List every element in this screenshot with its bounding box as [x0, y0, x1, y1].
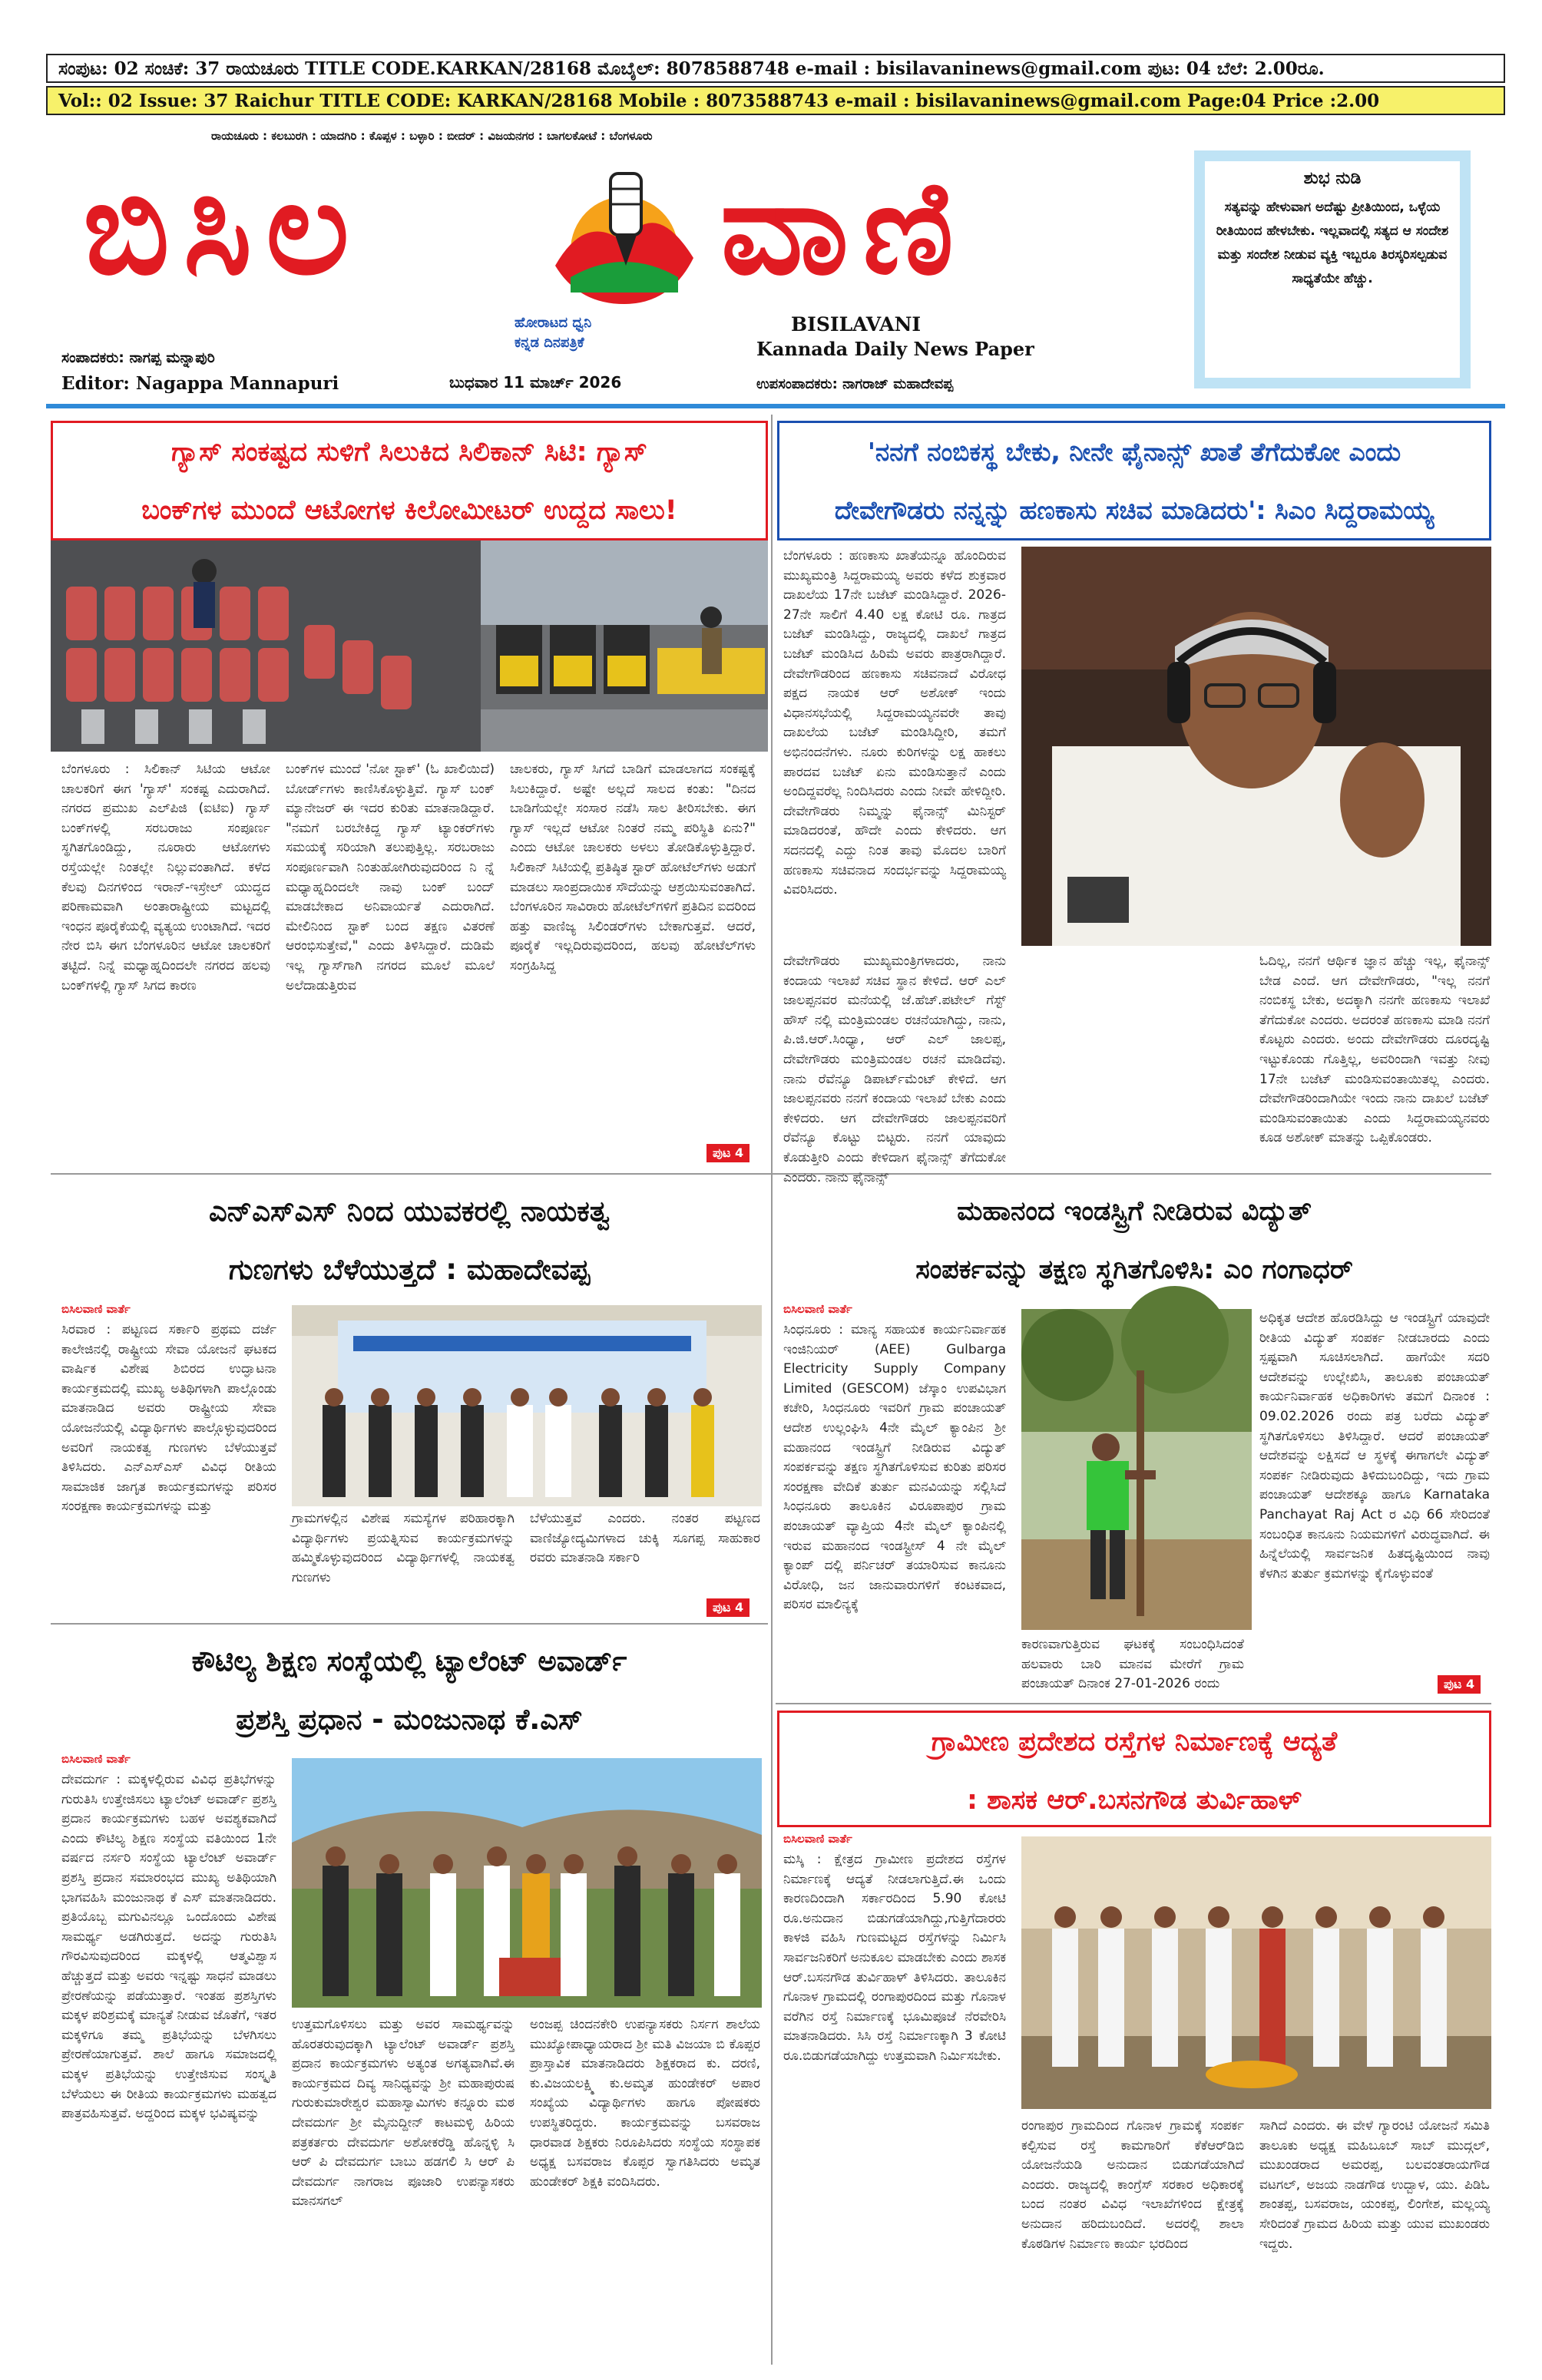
electric-site-photo	[1021, 1309, 1252, 1630]
nss-headline-line1: ಎನ್‌ಎಸ್‌ಎಸ್ ನಿಂದ ಯುವಕರಲ್ಲಿ ನಾಯಕತ್ವ	[208, 1195, 611, 1228]
editor-kannada: ಸಂಪಾದಕರು: ನಾಗಪ್ಪ ಮನ್ನಾಪುರಿ	[61, 349, 215, 366]
gas-column-1: ಬೆಂಗಳೂರು : ಸಿಲಿಕಾನ್ ಸಿಟಿಯ ಆಟೋ ಚಾಲಕರಿಗೆ ಈಗ 'ಗ್ಯಾಸ್' ಸಂಕಷ್ಟ ಎದುರಾಗಿದೆ. ನಗರದ ಪ್ರಮುಖ ಎಲ್‌ಪಿಜಿ (ಐಟಿಐ) ಗ್ಯಾಸ್ ಬಂಕ್‌ಗಳಲ್ಲಿ ಸರಬರಾಜು ಸಂಪೂರ್ಣ ಸ್ಥಗಿತಗೊಂಡಿದ್ದು, ನೂರಾರು ಆಟೋಗಳು ರಸ್ತೆಯಲ್ಲೇ ನಿಂತಲ್ಲೇ ನಿಲ್ಲುವಂತಾಗಿದೆ. ಕಳೆದ ಕೆಲವು ದಿನಗಳಿಂದ ಇರಾನ್-ಇಸ್ರೇಲ್ ಯುದ್ಧದ ಪರಿಣಾಮವಾಗಿ ಅಂತಾರಾಷ್ಟ್ರೀಯ ಮಟ್ಟದಲ್ಲಿ ಇಂಧನ ಪೂರೈಕೆಯಲ್ಲಿ ವ್ಯತ್ಯಯ ಉಂಟಾಗಿದೆ. ಇದರ ನೇರ ಬಿಸಿ ಈಗ ಬೆಂಗಳೂರಿನ ಆಟೋ ಚಾಲಕರಿಗೆ ತಟ್ಟಿದೆ. ನಿನ್ನೆ ಮಧ್ಯಾಹ್ನದಿಂದಲೇ ನಗರದ ಹಲವು ಬಂಕ್‌ಗಳಲ್ಲಿ ಗ್ಯಾಸ್ ಸಿಗದ ಕಾರಣ	[61, 762, 270, 993]
brand-name-english: BISILAVANI	[791, 313, 922, 336]
cm-headline	[777, 421, 1491, 540]
cm-headline-line1: 'ನನಗೆ ನಂಬಿಕಸ್ಥ ಬೇಕು, ನೀನೇ ಫೈನಾನ್ಸ್ ಖಾತೆ ತೆಗೆದುಕೋ ಎಂದು	[867, 437, 1401, 467]
top-info-kannada: ಸಂಪುಟ: 02 ಸಂಚಿಕೆ: 37 ರಾಯಚೂರು TITLE CODE.KARKAN/28168 ಮೊಬೈಲ್: 8078588748 e-mail : bisilavaninews@gmail.com ಪುಟ: 04 ಬೆಲೆ: 2.00ರೂ.	[46, 54, 1505, 83]
issue-date: ಬುಧವಾರ 11 ಮಾರ್ಚ್ 2026	[449, 373, 622, 392]
nss-headline	[51, 1182, 768, 1299]
electric-byline: ಬಿಸಿಲವಾಣಿ ವಾರ್ತೆ	[783, 1302, 852, 1316]
nss-byline: ಬಿಸಿಲವಾಣಿ ವಾರ್ತೆ	[61, 1302, 131, 1316]
gas-headline-line2: ಬಂಕ್‌ಗಳ ಮುಂದೆ ಆಟೋಗಳ ಕಿಲೋಮೀಟರ್ ಉದ್ದದ ಸಾಲು!	[141, 495, 677, 526]
roads-headline	[777, 1711, 1491, 1827]
top-info-english: Vol:: 02 Issue: 37 Raichur TITLE CODE: KARKAN/28168 Mobile : 8073588743 e-mail : bisilavaninews@gmail.com Page:04 Price :2.00	[46, 86, 1505, 115]
section-divider-right	[776, 1703, 1491, 1704]
roads-headline-line1: ಗ್ರಾಮೀಣ ಪ್ರದೇಶದ ರಸ್ತೆಗಳ ನಿರ್ಮಾಣಕ್ಕೆ ಆದ್ಯತೆ	[931, 1727, 1338, 1757]
gas-column-2: ಬಂಕ್‌ಗಳ ಮುಂದೆ 'ನೋ ಸ್ಟಾಕ್' (ಓ ಖಾಲಿಯಿದೆ) ಬೋರ್ಡ್‌ಗಳು ಕಾಣಿಸಿಕೊಳ್ಳುತ್ತಿವೆ. ಗ್ಯಾಸ್ ಬಂಕ್ ಮ್ಯಾನೇಜರ್ ಈ ಇದರ ಕುರಿತು ಮಾತನಾಡಿದ್ದಾರೆ. "ನಮಗೆ ಬರಬೇಕಿದ್ದ ಗ್ಯಾಸ್ ಟ್ಯಾಂಕರ್‌ಗಳು ಸಮಯಕ್ಕೆ ಸರಿಯಾಗಿ ತಲುಪುತ್ತಿಲ್ಲ. ಸರಬರಾಜು ಸಂಪೂರ್ಣವಾಗಿ ನಿಂತುಹೋಗಿರುವುದರಿಂದ ನಿ ನ್ನೆ ಮಧ್ಯಾಹ್ನದಿಂದಲೇ ನಾವು ಬಂಕ್ ಬಂದ್ ಮಾಡಬೇಕಾದ ಅನಿವಾರ್ಯತೆ ಎದುರಾಗಿದೆ. ಮೇಲಿನಿಂದ ಸ್ಟಾಕ್ ಬಂದ ತಕ್ಷಣ ವಿತರಣೆ ಆರಂಭಿಸುತ್ತೇವೆ," ಎಂದು ತಿಳಿಸಿದ್ದಾರೆ. ದುಡಿಮೆ ಇಲ್ಲ ಗ್ಯಾಸ್‌ಗಾಗಿ ನಗರದ ಮೂಲೆ ಮೂಲೆ ಅಲೆದಾಡುತ್ತಿರುವ	[286, 762, 495, 993]
masthead-cities: ರಾಯಚೂರು : ಕಲಬುರಗಿ : ಯಾದಗಿರಿ : ಕೊಪ್ಪಳ : ಬಳ್ಳಾರಿ : ಬೀದರ್ : ವಿಜಯನಗರ : ಬಾಗಲಕೋಟೆ : ಬೆಂಗಳೂರು	[211, 129, 653, 143]
section-divider	[51, 1173, 1491, 1175]
cm-column-3: ಓದಿಲ್ಲ, ನನಗೆ ಆರ್ಥಿಕ ಜ್ಞಾನ ಹೆಚ್ಚು ಇಲ್ಲ, ಫೈನಾನ್ಸ್ ಬೇಡ ಎಂದೆ. ಆಗ ದೇವೇಗೌಡರು, "ಇಲ್ಲ ನನಗೆ ನಂಬಿಕಸ್ಥ ಬೇಕು, ಅದಕ್ಕಾಗಿ ನನಗೇ ಹಣಕಾಸು ಇಲಾಖೆ ತೆಗೆದುಕೋ ಎಂದರು. ಅದರಂತೆ ಹಣಕಾಸು ಮಾಡಿ ನನಗೆ ಕೊಟ್ಟರು ಎಂದರು. ಅಂದು ದೇವೇಗೌಡರು ದೂರದೃಷ್ಟಿ ಇಟ್ಟುಕೊಂಡು ಗೊತ್ತಿಲ್ಲ, ಅವರಿಂದಾಗಿ ಇವತ್ತು ನೀವು 17ನೇ ಬಜೆಟ್ ಮಂಡಿಸುವಂತಾಯಿತಲ್ಲ ಎಂದರು. ದೇವೇಗೌಡರಿಂದಾಗಿಯೇ ಇಂದು ನಾನು ದಾಖಲೆ ಬಜೆಟ್ ಮಂಡಿಸುವಂತಾಯಿತು ಎಂದು ಸಿದ್ದರಾಮಯ್ಯನವರು ಕೂಡ ಅಶೋಕ್ ಮಾತನ್ನು ಒಪ್ಪಿಕೊಂಡರು.	[1259, 954, 1490, 1146]
masthead-divider	[46, 404, 1505, 408]
masthead-title-left: ಬಿಸಿಲ	[83, 151, 363, 303]
nss-column-1: ಸಿರವಾರ : ಪಟ್ಟಣದ ಸರ್ಕಾರಿ ಪ್ರಥಮ ದರ್ಜೆ ಕಾಲೇಜಿನಲ್ಲಿ ರಾಷ್ಟ್ರೀಯ ಸೇವಾ ಯೋಜನೆ ಘಟಕದ ವಾರ್ಷಿಕ ವಿಶೇಷ ಶಿಬಿರದ ಉದ್ಘಾಟನಾ ಕಾರ್ಯಕ್ರಮದಲ್ಲಿ ಮುಖ್ಯ ಅತಿಥಿಗಳಾಗಿ ಪಾಲ್ಗೊಂಡು ಮಾತನಾಡಿದ ಅವರು ರಾಷ್ಟ್ರೀಯ ಸೇವಾ ಯೋಜನೆಯಲ್ಲಿ ವಿದ್ಯಾರ್ಥಿಗಳು ಪಾಲ್ಗೊಳ್ಳುವುದರಿಂದ ಅವರಿಗೆ ನಾಯಕತ್ವ ಗುಣಗಳು ಬೆಳೆಯುತ್ತವೆ ತಿಳಿಸಿದರು. ಎನ್‌ಎಸ್‌ಎಸ್ ವಿವಿಧ ರೀತಿಯ ಸಾಮಾಜಿಕ ಜಾಗೃತ ಕಾರ್ಯಕ್ರಮಗಳನ್ನು ಪರಿಸರ ಸಂರಕ್ಷಣಾ ಕಾರ್ಯಕ್ರಮಗಳನ್ನು ಮತ್ತು	[61, 1322, 276, 1515]
kautilya-headline-line1: ಕೌಟಿಲ್ಯ ಶಿಕ್ಷಣ ಸಂಸ್ಥೆಯಲ್ಲಿ ಟ್ಯಾಲೆಂಟ್ ಅವಾರ್ಡ್	[191, 1645, 627, 1678]
nss-event-photo	[292, 1305, 762, 1506]
gas-headline-line1: ಗ್ಯಾಸ್ ಸಂಕಷ್ಟದ ಸುಳಿಗೆ ಸಿಲುಕಿದ ಸಿಲಿಕಾನ್ ಸಿಟಿ: ಗ್ಯಾಸ್	[171, 437, 647, 468]
nss-column-2: ಗ್ರಾಮಗಳಲ್ಲಿನ ವಿಶೇಷ ಸಮಸ್ಯೆಗಳ ಪರಿಹಾರಕ್ಕಾಗಿ ವಿದ್ಯಾರ್ಥಿಗಳು ಪ್ರಯತ್ನಿಸುವ ಕಾರ್ಯಕ್ರಮಗಳನ್ನು ಹಮ್ಮಿಕೊಳ್ಳುವುದರಿಂದ ವಿದ್ಯಾರ್ಥಿಗಳಲ್ಲಿ ನಾಯಕತ್ವ ಗುಣಗಳು	[292, 1511, 515, 1585]
roads-ceremony-photo	[1021, 1836, 1491, 2109]
editor-english: Editor: Nagappa Mannapuri	[61, 373, 339, 394]
electric-headline-line1: ಮಹಾನಂದ ಇಂಡಸ್ಟ್ರಿಗೆ ನೀಡಿರುವ ವಿದ್ಯುತ್	[957, 1196, 1312, 1227]
roads-column-3: ಸಾಗಿದೆ ಎಂದರು. ಈ ವೇಳೆ ಗ್ಯಾರಂಟಿ ಯೋಜನೆ ಸಮಿತಿ ತಾಲೂಕು ಅಧ್ಯಕ್ಷ ಮಹಿಬೂಬ್ ಸಾಬ್ ಮುದ್ಗಲ್, ಮುಖಂಡರಾದ ಅಮರಪ್ಪ, ಬಲವಂತರಾಯಗೌಡ ವಟಗಲ್, ಅಜಯ ನಾಡಗೌಡ ಉದ್ಬಾಳ, ಯು. ಪಿಡಿಓ ಶಾಂತಪ್ಪ, ಬಸವರಾಜ, ಯಂಕಪ್ಪ, ಲಿಂಗೇಶ, ಮಲ್ಲಯ್ಯ ಸೇರಿದಂತೆ ಗ್ರಾಮದ ಹಿರಿಯ ಮತ್ತು ಯುವ ಮುಖಂಡರು ಇದ್ದರು.	[1259, 2118, 1490, 2252]
roads-headline-line2: : ಶಾಸಕ ಆರ್.ಬಸನಗೌಡ ತುರ್ವಿಹಾಳ್	[966, 1785, 1302, 1816]
gas-column-3: ಚಾಲಕರು, ಗ್ಯಾಸ್ ಸಿಗದೆ ಬಾಡಿಗೆ ಮಾಡಲಾಗದ ಸಂಕಷ್ಟಕ್ಕೆ ಸಿಲುಕಿದ್ದಾರೆ. ಅಷ್ಟೇ ಅಲ್ಲದೆ ಸಾಲದ ಕಂತು: "ದಿನದ ಬಾಡಿಗೆಯಲ್ಲೇ ಸಂಸಾರ ನಡೆಸಿ ಸಾಲ ತೀರಿಸಬೇಕು. ಈಗ ಗ್ಯಾಸ್ ಇಲ್ಲದೆ ಆಟೋ ನಿಂತರೆ ನಮ್ಮ ಪರಿಸ್ಥಿತಿ ಏನು?" ಎಂದು ಆಟೋ ಚಾಲಕರು ಅಳಲು ತೋಡಿಕೊಳ್ಳುತ್ತಿದ್ದಾರೆ. ಸಿಲಿಕಾನ್ ಸಿಟಿಯಲ್ಲಿ ಪ್ರತಿಷ್ಠಿತ ಸ್ಟಾರ್ ಹೋಟೆಲ್‌ಗಳು ಅಡುಗೆ ಮಾಡಲು ಸಾಂಪ್ರದಾಯಿಕ ಸೌದೆಯನ್ನು ಆಶ್ರಯಿಸುವಂತಾಗಿದೆ. ಬೆಂಗಳೂರಿನ ಸಾವಿರಾರು ಹೋಟೆಲ್‌ಗಳಿಗೆ ಪ್ರತಿದಿನ ಐದರಿಂದ ಹತ್ತು ವಾಣಿಜ್ಯ ಸಿಲಿಂಡರ್‌ಗಳು ಬೇಕಾಗುತ್ತವೆ. ಆದರೆ, ಪೂರೈಕೆ ಇಲ್ಲದಿರುವುದರಿಂದ, ಹಲವು ಹೋಟೆಲ್‌ಗಳು ಸಂಗ್ರಹಿಸಿದ್ದ	[510, 762, 756, 973]
sub-editor: ಉಪಸಂಪಾದಕರು: ನಾಗರಾಜ್ ಮಹಾದೇವಪ್ಪ	[756, 376, 954, 392]
masthead	[83, 150, 1173, 312]
cm-column-2: ದೇವೇಗೌಡರು ಮುಖ್ಯಮಂತ್ರಿಗಳಾದರು, ನಾನು ಕಂದಾಯ ಇಲಾಖೆ ಸಚಿವ ಸ್ಥಾನ ಕೇಳಿದೆ. ಆರ್ ಎಲ್ ಜಾಲಪ್ಪನವರ ಮನೆಯಲ್ಲಿ ಜೆ.ಹೆಚ್.ಪಟೇಲ್ ಗೆಸ್ಟ್ ಹೌಸ್ ನಲ್ಲಿ ಮಂತ್ರಿಮಂಡಲ ರಚನೆಯಾಗಿದ್ದು, ನಾನು, ಪಿ.ಜಿ.ಆರ್.ಸಿಂಧ್ಯಾ, ಆರ್ ಎಲ್ ಜಾಲಪ್ಪ, ದೇವೇಗೌಡರು ಮಂತ್ರಿಮಂಡಲ ರಚನೆ ಮಾಡಿದೆವು. ನಾನು ರೆವೆನ್ಯೂ ಡಿಪಾರ್ಟ್‌ಮೆಂಟ್ ಕೇಳಿದೆ. ಆಗ ಜಾಲಪ್ಪನವರು ನನಗೆ ಕಂದಾಯ ಇಲಾಖೆ ಬೇಕು ಎಂದು ಕೇಳಿದರು. ಆಗ ದೇವೇಗೌಡರು ಜಾಲಪ್ಪನವರಿಗೆ ರೆವೆನ್ಯೂ ಕೊಟ್ಟು ಬಿಟ್ಟರು. ನನಗೆ ಯಾವುದು ಕೊಡುತ್ತೀರಿ ಎಂದು ಕೇಳಿದಾಗ ಫೈನಾನ್ಸ್ ತೆಗೆದುಕೋ ಎಂದರು. ನಾನು ಫೈನಾನ್ಸ್	[783, 954, 1006, 1185]
cm-column-1: ಬೆಂಗಳೂರು : ಹಣಕಾಸು ಖಾತೆಯನ್ನೂ ಹೊಂದಿರುವ ಮುಖ್ಯಮಂತ್ರಿ ಸಿದ್ದರಾಮಯ್ಯ ಅವರು ಕಳೆದ ಶುಕ್ರವಾರ ದಾಖಲೆಯ 17ನೇ ಬಜೆಟ್ ಮಂಡಿಸಿದ್ದಾರೆ. 2026-27ನೇ ಸಾಲಿಗೆ 4.40 ಲಕ್ಷ ಕೋಟಿ ರೂ. ಗಾತ್ರದ ಬಜೆಟ್ ಮಂಡಿಸಿದ್ದು, ರಾಜ್ಯದಲ್ಲಿ ದಾಖಲೆ ಗಾತ್ರದ ಬಜೆಟ್ ಮಂಡಿಸಿದ ಹಿರಿಮೆ ಅವರು ಪಾತ್ರರಾಗಿದ್ದಾರೆ. ದೇವೇಗೌಡರಿಂದ ಹಣಕಾಸು ಸಚಿವನಾದೆ ವಿರೋಧ ಪಕ್ಷದ ನಾಯಕ ಆರ್ ಅಶೋಕ್ ಇಂದು ವಿಧಾನಸಭೆಯಲ್ಲಿ ಸಿದ್ದರಾಮಯ್ಯನವರೇ ತಾವು ದಾಖಲೆಯ ಬಜೆಟ್ ಮಂಡಿಸಿದ್ದೀರಿ, ತಮಗೆ ಅಭಿನಂದನೆಗಳು. ನೂರು ಕುರಿಗಳನ್ನು ಲಕ್ಷ ಹಾಕಲು ಪಾರದವ ಬಜೆಟ್ ಏನು ಮಂಡಿಸುತ್ತಾನೆ ಎಂದು ಅಂದಿದ್ದವರೆಲ್ಲ ನಿಂದಿಸಿದರು ಎಂದು ನೀವೇ ಹೇಳಿದ್ದೀರಿ. ದೇವೇಗೌಡರು ನಿಮ್ಮನ್ನು ಫೈನಾನ್ಸ್ ಮಿನಿಸ್ಟರ್ ಮಾಡಿದರಂತೆ, ಹೌದೇ ಎಂದು ಕೇಳಿದರು. ಆಗ ಸದನದಲ್ಲಿ ಎದ್ದು ನಿಂತ ತಾವು ಮೊದಲ ಬಾರಿಗೆ ಹಣಕಾಸು ಸಚಿವನಾದ ಸಂದರ್ಭವನ್ನು ಸಿದ್ದರಾಮಯ್ಯ ವಿವರಿಸಿದರು.	[783, 548, 1006, 898]
brand-subtitle: Kannada Daily News Paper	[756, 338, 1034, 360]
roads-byline: ಬಿಸಿಲವಾಣಿ ವಾರ್ತೆ	[783, 1832, 852, 1846]
slogan-line-2: ಕನ್ನಡ ದಿನಪತ್ರಿಕೆ	[515, 335, 584, 351]
slogan-line-1: ಹೋರಾಟದ ಧ್ವನಿ	[515, 315, 592, 331]
kautilya-headline-line2: ಪ್ರಶಸ್ತಿ ಪ್ರಧಾನ - ಮಂಜುನಾಥ ಕೆ.ಎಸ್	[236, 1703, 583, 1736]
column-divider	[771, 415, 773, 2365]
kautilya-headline	[51, 1632, 768, 1749]
cm-portrait-photo	[1021, 547, 1491, 946]
cm-column-2b	[1021, 952, 1244, 1163]
nss-headline-line2: ಗುಣಗಳು ಬೆಳೆಯುತ್ತದೆ : ಮಹಾದೇವಪ್ಪ	[228, 1253, 591, 1286]
kautilya-column-2: ಉತ್ತಮಗೊಳಿಸಲು ಮತ್ತು ಅವರ ಸಾಮರ್ಥ್ಯವನ್ನು ಹೊರತರುವುದಕ್ಕಾಗಿ ಟ್ಯಾಲೆಂಟ್ ಅವಾರ್ಡ್ ಪ್ರಶಸ್ತಿ ಪ್ರದಾನ ಕಾರ್ಯಕ್ರಮಗಳು ಅತ್ಯಂತ ಅಗತ್ಯವಾಗಿವೆ.ಈ ಕಾರ್ಯಕ್ರಮದ ದಿವ್ಯ ಸಾನಿಧ್ಯವನ್ನು ಶ್ರೀ ಮಹಾಪುರುಷ ಗುರುಕುಮಾರೇಶ್ವರ ಮಹಾಸ್ವಾಮಿಗಳು ಕನ್ನೂರು ಮಠ ದೇವದುರ್ಗ ಶ್ರೀ ಮೈನುದ್ದೀನ್ ಕಾಟಮಳ್ಳಿ ಹಿರಿಯ ಪತ್ರಕರ್ತರು ದೇವದುರ್ಗ ಅಶೋಕರೆಡ್ಡಿ ಹೊನ್ನಳ್ಳಿ ಸಿ ಆರ್ ಪಿ ದೇವದುರ್ಗ ಬಾಬು ಹಡಗಲಿ ಸಿ ಆರ್ ಪಿ ದೇವದುರ್ಗ ನಾಗರಾಜ ಪೂಜಾರಿ ಉಪನ್ಯಾಸಕರು ಮಾನಸಗಲ್	[292, 2017, 515, 2210]
electric-column-2: ಕಾರಣವಾಗುತ್ತಿರುವ ಘಟಕಕ್ಕೆ ಸಂಬಂಧಿಸಿದಂತೆ ಹಲವಾರು ಬಾರಿ ಮಾನವ ಮೇರೆಗೆ ಗ್ರಾಮ ಪಂಚಾಯತ್ ದಿನಾಂಕ 27-01-2026 ರಂದು	[1021, 1637, 1244, 1692]
kautilya-column-3: ಅಂಜಪ್ಪ ಚಿಂದನಕೇರಿ ಉಪನ್ಯಾಸಕರು ನಿರ್ಸಗ ಶಾಲೆಯ ಮುಖ್ಯೋಪಾಧ್ಯಾಯರಾದ ಶ್ರೀ ಮತಿ ವಿಜಯಾ ಬಿ ಕೊಪ್ಪರ ಪ್ರಾಸ್ತಾವಿಕ ಮಾತನಾಡಿದರು ಶಿಕ್ಷಕರಾದ ಕು. ದರಣಿ, ಕು.ವಿಜಯಲಕ್ಷ್ಮಿ ಕು.ಅಮೃತ ಹುಂಡೇಕರ್ ಅಪಾರ ಸಂಖ್ಯೆಯ ವಿದ್ಯಾರ್ಥಿಗಳು ಹಾಗೂ ಪೋಷಕರು ಉಪಸ್ಥಿತರಿದ್ದರು. ಕಾರ್ಯಕ್ರಮವನ್ನು ಬಸವರಾಜ ಧಾರವಾಡ ಶಿಕ್ಷಕರು ನಿರೂಪಿಸಿದರು ಸಂಸ್ಥೆಯ ಸಂಸ್ಥಾಪಕ ಅಧ್ಯಕ್ಷ ಬಸವರಾಜ ಕೊಪ್ಪರ ಸ್ವಾಗತಿಸಿದರು ಅಮೃತ ಹುಂಡೇಕರ್ ಶಿಕ್ಷಕಿ ವಂದಿಸಿದರು.	[530, 2017, 760, 2190]
gas-continued-badge: ಪುಟ 4	[706, 1144, 749, 1162]
electric-headline-line2: ಸಂಪರ್ಕವನ್ನು ತಕ್ಷಣ ಸ್ಥಗಿತಗೊಳಿಸಿ: ಎಂ ಗಂಗಾಧರ್	[915, 1254, 1353, 1285]
gas-headline	[51, 421, 768, 540]
roads-column-2: ರಂಗಾಪುರ ಗ್ರಾಮದಿಂದ ಗೊನಾಳ ಗ್ರಾಮಕ್ಕೆ ಸಂಪರ್ಕ ಕಲ್ಪಿಸುವ ರಸ್ತೆ ಕಾಮಗಾರಿಗೆ ಕೆಕೆಆರ್‌ಡಿಬಿ ಯೋಜನೆಯಡಿ ಅನುದಾನ ಬಿಡುಗಡೆಯಾಗಿದೆ ಎಂದರು. ರಾಜ್ಯದಲ್ಲಿ ಕಾಂಗ್ರೆಸ್ ಸರಕಾರ ಅಧಿಕಾರಕ್ಕೆ ಬಂದ ನಂತರ ವಿವಿಧ ಇಲಾಖೆಗಳಿಂದ ಕ್ಷೇತ್ರಕ್ಕೆ ಅನುದಾನ ಹರಿದುಬಂದಿದೆ. ಅದರಲ್ಲಿ ಶಾಲಾ ಕೊಠಡಿಗಳ ನಿರ್ಮಾಣ ಕಾರ್ಯ ಭರದಿಂದ	[1021, 2118, 1244, 2252]
nss-column-3: ಬೆಳೆಯುತ್ತವೆ ಎಂದರು. ನಂತರ ಪಟ್ಟಣದ ವಾಣಿಜ್ಯೋದ್ಯಮಿಗಳಾದ ಚುಕ್ಕಿ ಸೂಗಪ್ಪ ಸಾಹುಕಾರ ರವರು ಮಾತನಾಡಿ ಸರ್ಕಾರಿ	[530, 1511, 760, 1566]
quote-box	[1194, 150, 1471, 388]
masthead-title-right: ವಾಣಿ	[720, 151, 968, 303]
quote-body: ಸತ್ಯವನ್ನು ಹೇಳುವಾಗ ಅದೆಷ್ಟು ಪ್ರೀತಿಯಿಂದ, ಒಳ್ಳೆಯ ರೀತಿಯಿಂದ ಹೇಳಬೇಕು. ಇಲ್ಲವಾದಲ್ಲಿ ಸತ್ಯದ ಆ ಸಂದೇಶ ಮತ್ತು ಸಂದೇಶ ನೀಡುವ ವ್ಯಕ್ತಿ ಇಬ್ಬರೂ ತಿರಸ್ಕರಿಸಲ್ಪಡುವ ಸಾಧ್ಯತೆಯೇ ಹೆಚ್ಚು.	[1216, 200, 1449, 286]
cm-headline-line2: ದೇವೇಗೌಡರು ನನ್ನನ್ನು ಹಣಕಾಸು ಸಚಿವ ಮಾಡಿದರು': ಸಿಎಂ ಸಿದ್ದರಾಮಯ್ಯ	[834, 495, 1434, 525]
nss-continued-badge: ಪುಟ 4	[706, 1598, 749, 1617]
fist-pen-logo-icon	[524, 150, 724, 312]
electric-column-3: ಅಧಿಕೃತ ಆದೇಶ ಹೊರಡಿಸಿದ್ದು ಆ ಇಂಡಸ್ಟ್ರಿಗೆ ಯಾವುದೇ ರೀತಿಯ ವಿದ್ಯುತ್ ಸಂಪರ್ಕ ನೀಡಬಾರದು ಎಂದು ಸ್ಪಷ್ಟವಾಗಿ ಸೂಚಿಸಲಾಗಿದೆ. ಹಾಗೆಯೇ ಸದರಿ ಆದೇಶವನ್ನು ಉಲ್ಲೇಖಿಸಿ, ತಾಲೂಕು ಪಂಚಾಯತ್ ಕಾರ್ಯನಿರ್ವಾಹಕ ಅಧಿಕಾರಿಗಳು ತಮಗೆ ದಿನಾಂಕ : 09.02.2026 ರಂದು ಪತ್ರ ಬರೆದು ವಿದ್ಯುತ್ ಸ್ಥಗಿತಗೊಳಿಸಲು ತಿಳಿಸಿದ್ದಾರೆ. ಆದರೆ ಪಂಚಾಯತ್ ಆದೇಶವನ್ನು ಲಕ್ಷಿಸದೆ ಆ ಸ್ಥಳಕ್ಕೆ ಈಗಾಗಲೇ ವಿದ್ಯುತ್ ಸಂಪರ್ಕ ನೀಡಿರುವುದು ತಿಳಿದುಬಂದಿದ್ದು, ಇದು ಗ್ರಾಮ ಪಂಚಾಯತ್ ಆದೇಶಕ್ಕೂ ಹಾಗೂ Karnataka Panchayat Raj Act ರ ವಿಧಿ 66 ಸೇರಿದಂತೆ ಸಂಬಂಧಿತ ಕಾನೂನು ನಿಯಮಗಳಿಗೆ ವಿರುದ್ಧವಾಗಿದೆ. ಈ ಹಿನ್ನೆಲೆಯಲ್ಲಿ ಸಾರ್ವಜನಿಕ ಹಿತದೃಷ್ಟಿಯಿಂದ ನಾವು ಕೆಳಗಿನ ತುರ್ತು ಕ್ರಮಗಳನ್ನು ಕೈಗೊಳ್ಳುವಂತೆ	[1259, 1311, 1490, 1582]
electric-headline	[777, 1182, 1491, 1299]
roads-column-1: ಮಸ್ಕಿ : ಕ್ಷೇತ್ರದ ಗ್ರಾಮೀಣ ಪ್ರದೇಶದ ರಸ್ತೆಗಳ ನಿರ್ಮಾಣಕ್ಕೆ ಆದ್ಯತೆ ನೀಡಲಾಗುತ್ತಿದೆ.ಈ ಒಂದು ಕಾರಣದಿಂದಾಗಿ ಸರ್ಕಾರದಿಂದ 5.90 ಕೋಟಿ ರೂ.ಅನುದಾನ ಬಿಡುಗಡೆಯಾಗಿದ್ದು,ಗುತ್ತಿಗೆದಾರರು ಕಾಳಜಿ ವಹಿಸಿ ಗುಣಮಟ್ಟದ ರಸ್ತೆಗಳನ್ನು ನಿರ್ಮಿಸಿ ಸಾರ್ವಜನಿಕರಿಗೆ ಅನುಕೂಲ ಮಾಡಬೇಕು ಎಂದು ಶಾಸಕ ಆರ್.ಬಸನಗೌಡ ತುರ್ವಿಹಾಳ್ ತಿಳಿಸಿದರು. ತಾಲೂಕಿನ ಗೊನಾಳ ಗ್ರಾಮದಲ್ಲಿ ರಂಗಾಪುರದಿಂದ ಮತ್ತು ಗೊನಾಳ ವರೆಗಿನ ರಸ್ತೆ ನಿರ್ಮಾಣಕ್ಕೆ ಭೂಮಿಪೂಜೆ ನೆರವೇರಿಸಿ ಮಾತನಾಡಿದರು. ಸಿಸಿ ರಸ್ತೆ ನಿರ್ಮಾಣಕ್ಕಾಗಿ 3 ಕೋಟಿ ರೂ.ಬಿಡುಗಡೆಯಾಗಿದ್ದು ಉತ್ತಮವಾಗಿ ನಿರ್ಮಿಸಬೇಕು.	[783, 1852, 1006, 2064]
gas-cylinders-photo	[51, 540, 768, 752]
section-divider-left	[51, 1623, 768, 1625]
electric-continued-badge: ಪುಟ 4	[1438, 1675, 1481, 1694]
quote-inner	[1205, 161, 1460, 378]
kautilya-award-photo	[292, 1758, 762, 2008]
kautilya-column-1: ದೇವದುರ್ಗ : ಮಕ್ಕಳಲ್ಲಿರುವ ವಿವಿಧ ಪ್ರತಿಭೆಗಳನ್ನು ಗುರುತಿಸಿ ಉತ್ತೇಜಿಸಲು ಟ್ಯಾಲೆಂಟ್ ಅವಾರ್ಡ್ ಪ್ರಶಸ್ತಿ ಪ್ರದಾನ ಕಾರ್ಯಕ್ರಮಗಳು ಬಹಳ ಅವಶ್ಯಕವಾಗಿದೆ ಎಂದು ಕೌಟಿಲ್ಯ ಶಿಕ್ಷಣ ಸಂಸ್ಥೆಯ ವತಿಯಿಂದ 1ನೇ ವರ್ಷದ ನರ್ಸರಿ ಸಂಸ್ಥೆಯ ಟ್ಯಾಲೆಂಟ್ ಅವಾರ್ಡ್ ಪ್ರಶಸ್ತಿ ಪ್ರದಾನ ಸಮಾರಂಭದ ಮುಖ್ಯ ಅತಿಥಿಯಾಗಿ ಭಾಗವಹಿಸಿ ಮಂಜುನಾಥ ಕೆ ಎಸ್ ಮಾತನಾಡಿದರು. ಪ್ರತಿಯೊಬ್ಬ ಮಗುವಿನಲ್ಲೂ ಒಂದೊಂದು ವಿಶೇಷ ಸಾಮರ್ಥ್ಯ ಅಡಗಿರುತ್ತದೆ. ಅದನ್ನು ಗುರುತಿಸಿ ಗೌರವಿಸುವುದರಿಂದ ಮಕ್ಕಳಲ್ಲಿ ಆತ್ಮವಿಶ್ವಾಸ ಹೆಚ್ಚುತ್ತದೆ ಮತ್ತು ಅವರು ಇನ್ನಷ್ಟು ಸಾಧನೆ ಮಾಡಲು ಪ್ರೇರಣೆಯನ್ನು ಪಡೆಯುತ್ತಾರೆ. ಇಂತಹ ಪ್ರಶಸ್ತಿಗಳು ಮಕ್ಕಳ ಪರಿಶ್ರಮಕ್ಕೆ ಮಾನ್ಯತೆ ನೀಡುವ ಜೊತೆಗೆ, ಇತರ ಮಕ್ಕಳಿಗೂ ತಮ್ಮ ಪ್ರತಿಭೆಯನ್ನು ಬೆಳಗಿಸಲು ಪ್ರೇರಣೆಯಾಗುತ್ತವೆ. ಶಾಲೆ ಹಾಗೂ ಸಮಾಜದಲ್ಲಿ ಮಕ್ಕಳ ಪ್ರತಿಭೆಯನ್ನು ಉತ್ತೇಜಿಸುವ ಸಂಸ್ಕೃತಿ ಬೆಳೆಯಲು ಈ ರೀತಿಯ ಕಾರ್ಯಕ್ರಮಗಳು ಮಹತ್ವದ ಪಾತ್ರವಹಿಸುತ್ತವೆ. ಅದ್ದರಿಂದ ಮಕ್ಕಳ ಭವಿಷ್ಯವನ್ನು	[61, 1772, 276, 2122]
electric-column-1: ಸಿಂಧನೂರು : ಮಾನ್ಯ ಸಹಾಯಕ ಕಾರ್ಯನಿರ್ವಾಹಕ ಇಂಜಿನಿಯರ್ (AEE) Gulbarga Electricity Supply Company Limited (GESCOM) ಜೆಸ್ಕಾಂ ಉಪವಿಭಾಗ ಕಚೇರಿ, ಸಿಂಧನೂರು ಇವರಿಗೆ ಗ್ರಾಮ ಪಂಚಾಯತ್ ಆದೇಶ ಉಲ್ಲಂಘಿಸಿ 4ನೇ ಮೈಲ್ ಕ್ಯಾಂಪಿನ ಶ್ರೀ ಮಹಾನಂದ ಇಂಡಸ್ಟ್ರಿಗೆ ನೀಡಿರುವ ವಿದ್ಯುತ್ ಸಂಪರ್ಕವನ್ನು ತಕ್ಷಣ ಸ್ಥಗಿತಗೊಳಿಸುವ ಕುರಿತು ಪರಿಸರ ಸಂರಕ್ಷಣಾ ವೇದಿಕೆ ತುರ್ತು ಮನವಿಯನ್ನು ಸಲ್ಲಿಸಿದೆ ಸಿಂಧನೂರು ತಾಲೂಕಿನ ವಿರೂಪಾಪುರ ಗ್ರಾಮ ಪಂಚಾಯತ್ ವ್ಯಾಪ್ತಿಯ 4ನೇ ಮೈಲ್ ಕ್ಯಾಂಪಿನಲ್ಲಿ ಇರುವ ಮಹಾನಂದ ಇಂಡಸ್ಟ್ರೀಸ್ 4 ನೇ ಮೈಲ್ ಕ್ಯಾಂಪ್ ದಲ್ಲಿ ಪರ್ನಿಚರ್ ತಯಾರಿಸುವ ಕಾನೂನು ವಿರೋಧಿ, ಜನ ಜಾನುವಾರುಗಳಿಗೆ ಕಂಟಕವಾದ, ಪರಿಸರ ಮಾಲಿನ್ಯಕ್ಕೆ	[783, 1322, 1006, 1613]
kautilya-byline: ಬಿಸಿಲವಾಣಿ ವಾರ್ತೆ	[61, 1752, 131, 1766]
quote-title: ಶುಭ ನುಡಿ	[1303, 169, 1362, 188]
